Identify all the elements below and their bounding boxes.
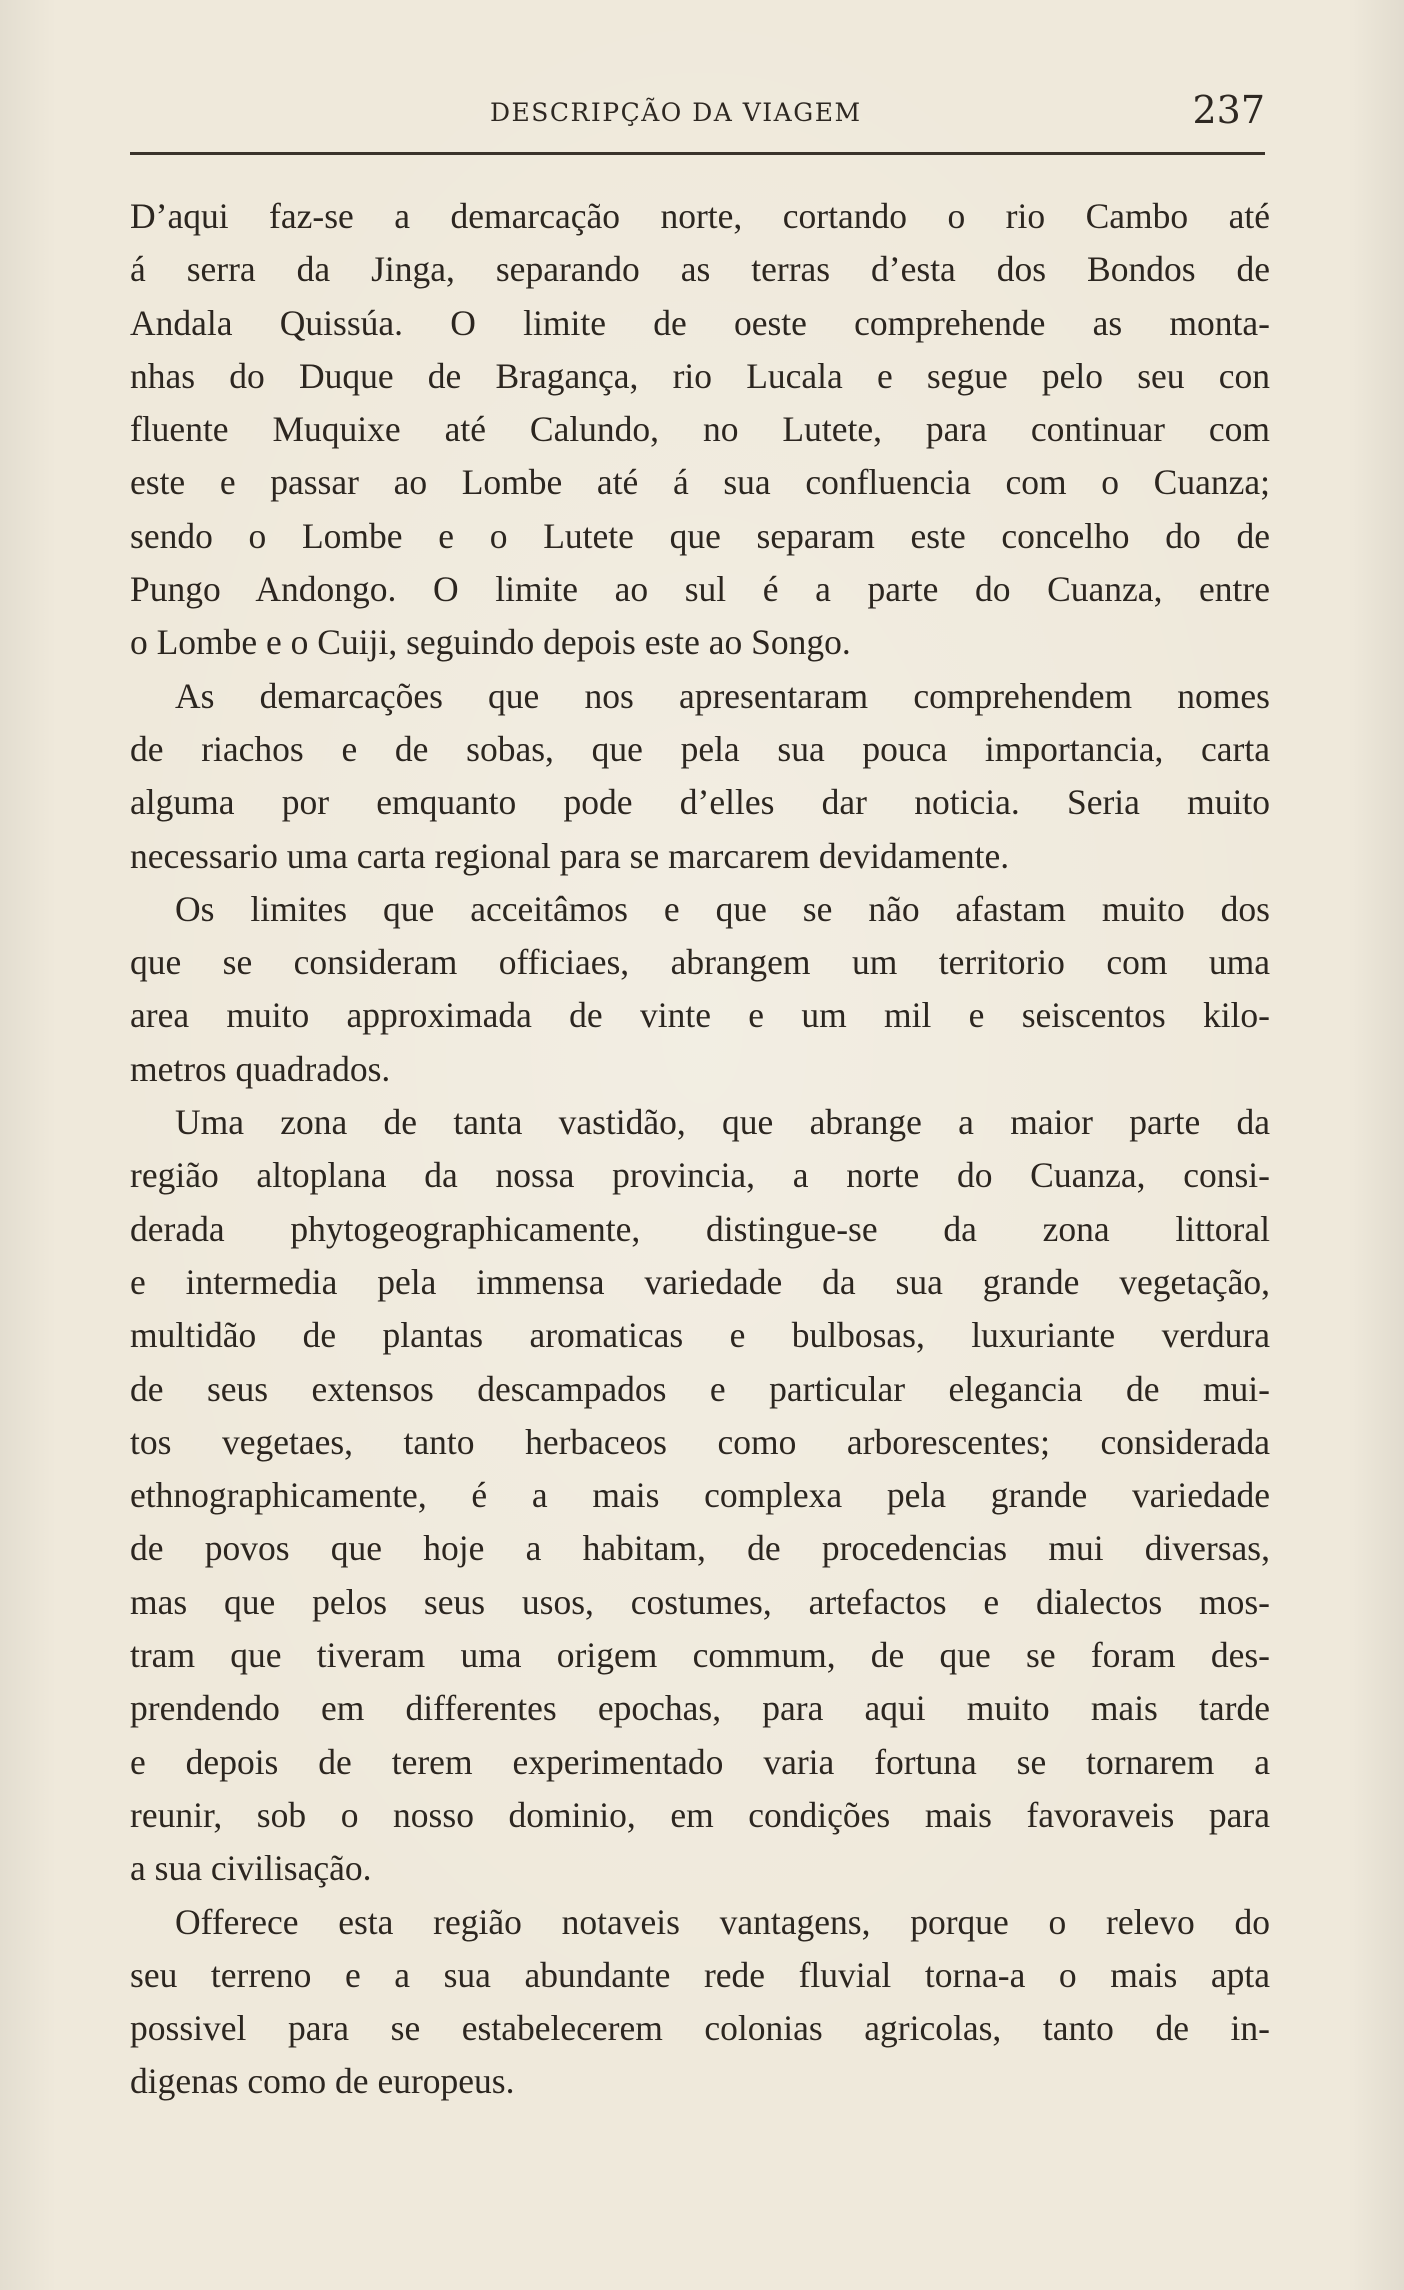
text-line: tos vegetaes, tanto herbaceos como arborescentes; considerada	[130, 1421, 1270, 1462]
text-line: e depois de terem experimentado varia fortuna se tornarem a	[130, 1741, 1270, 1782]
text-line: area muito approximada de vinte e um mil e seiscentos kilo-	[130, 995, 1270, 1036]
page-header	[130, 88, 1265, 138]
text-line: necessario uma carta regional para se marcarem devidamente.	[130, 835, 1010, 876]
text-line: que se consideram officiaes, abrangem um territorio com uma	[130, 942, 1270, 983]
paragraph-first-line: Os limites que acceitâmos e que se não afastam muito dos	[175, 888, 1270, 929]
text-line: seu terreno e a sua abundante rede fluvial torna-a o mais apta	[130, 1954, 1270, 1995]
text-line: o Lombe e o Cuiji, seguindo depois este ao Songo.	[130, 622, 851, 663]
text-line: nhas do Duque de Bragança, rio Lucala e segue pelo seu con	[130, 355, 1270, 396]
text-line: multidão de plantas aromaticas e bulbosas, luxuriante verdura	[130, 1315, 1270, 1356]
text-line: este e passar ao Lombe até á sua confluencia com o Cuanza;	[130, 462, 1270, 503]
text-line: Andala Quissúa. O limite de oeste comprehende as monta-	[130, 302, 1270, 343]
text-line: fluente Muquixe até Calundo, no Lutete, para continuar com	[130, 409, 1270, 450]
text-line: de seus extensos descampados e particular elegancia de mui-	[130, 1368, 1270, 1409]
text-line: de riachos e de sobas, que pela sua pouca importancia, carta	[130, 728, 1270, 769]
text-line: ethnographicamente, é a mais complexa pela grande variedade	[130, 1475, 1270, 1516]
body-text	[130, 190, 1270, 2109]
running-title: DESCRIPÇÃO DA VIAGEM	[490, 98, 862, 127]
text-line: e intermedia pela immensa variedade da sua grande vegetação,	[130, 1261, 1270, 1302]
text-line: prendendo em differentes epochas, para aqui muito mais tarde	[130, 1688, 1270, 1729]
page-number: 237	[1192, 88, 1265, 132]
text-line: metros quadrados.	[130, 1048, 391, 1089]
header-rule	[130, 152, 1265, 155]
paragraph-first-line: Uma zona de tanta vastidão, que abrange a maior parte da	[175, 1102, 1270, 1143]
text-line: alguma por emquanto pode d’elles dar noticia. Seria muito	[130, 782, 1270, 823]
text-line: tram que tiveram uma origem commum, de que se foram des-	[130, 1635, 1270, 1676]
text-line: região altoplana da nossa provincia, a norte do Cuanza, consi-	[130, 1155, 1270, 1196]
text-line: D’aqui faz-se a demarcação norte, cortando o rio Cambo até	[130, 196, 1270, 236]
text-line: á serra da Jinga, separando as terras d’esta dos Bondos de	[130, 249, 1270, 290]
text-line: derada phytogeographicamente, distingue-se da zona littoral	[130, 1208, 1270, 1249]
text-line: de povos que hoje a habitam, de procedencias mui diversas,	[130, 1528, 1270, 1569]
paragraph-first-line: As demarcações que nos apresentaram comprehendem nomes	[175, 675, 1270, 716]
text-line: reunir, sob o nosso dominio, em condições mais favoraveis para	[130, 1794, 1270, 1835]
text-line: possivel para se estabelecerem colonias agricolas, tanto de in-	[130, 2008, 1270, 2049]
text-line: mas que pelos seus usos, costumes, artefactos e dialectos mos-	[130, 1581, 1270, 1622]
text-line: digenas como de europeus.	[130, 2061, 515, 2102]
paragraph-first-line: Offerece esta região notaveis vantagens, porque o relevo do	[175, 1901, 1270, 1942]
text-line: Pungo Andongo. O limite ao sul é a parte do Cuanza, entre	[130, 569, 1270, 610]
text-line: sendo o Lombe e o Lutete que separam este concelho do de	[130, 515, 1270, 556]
text-line: a sua civilisação.	[130, 1848, 372, 1889]
